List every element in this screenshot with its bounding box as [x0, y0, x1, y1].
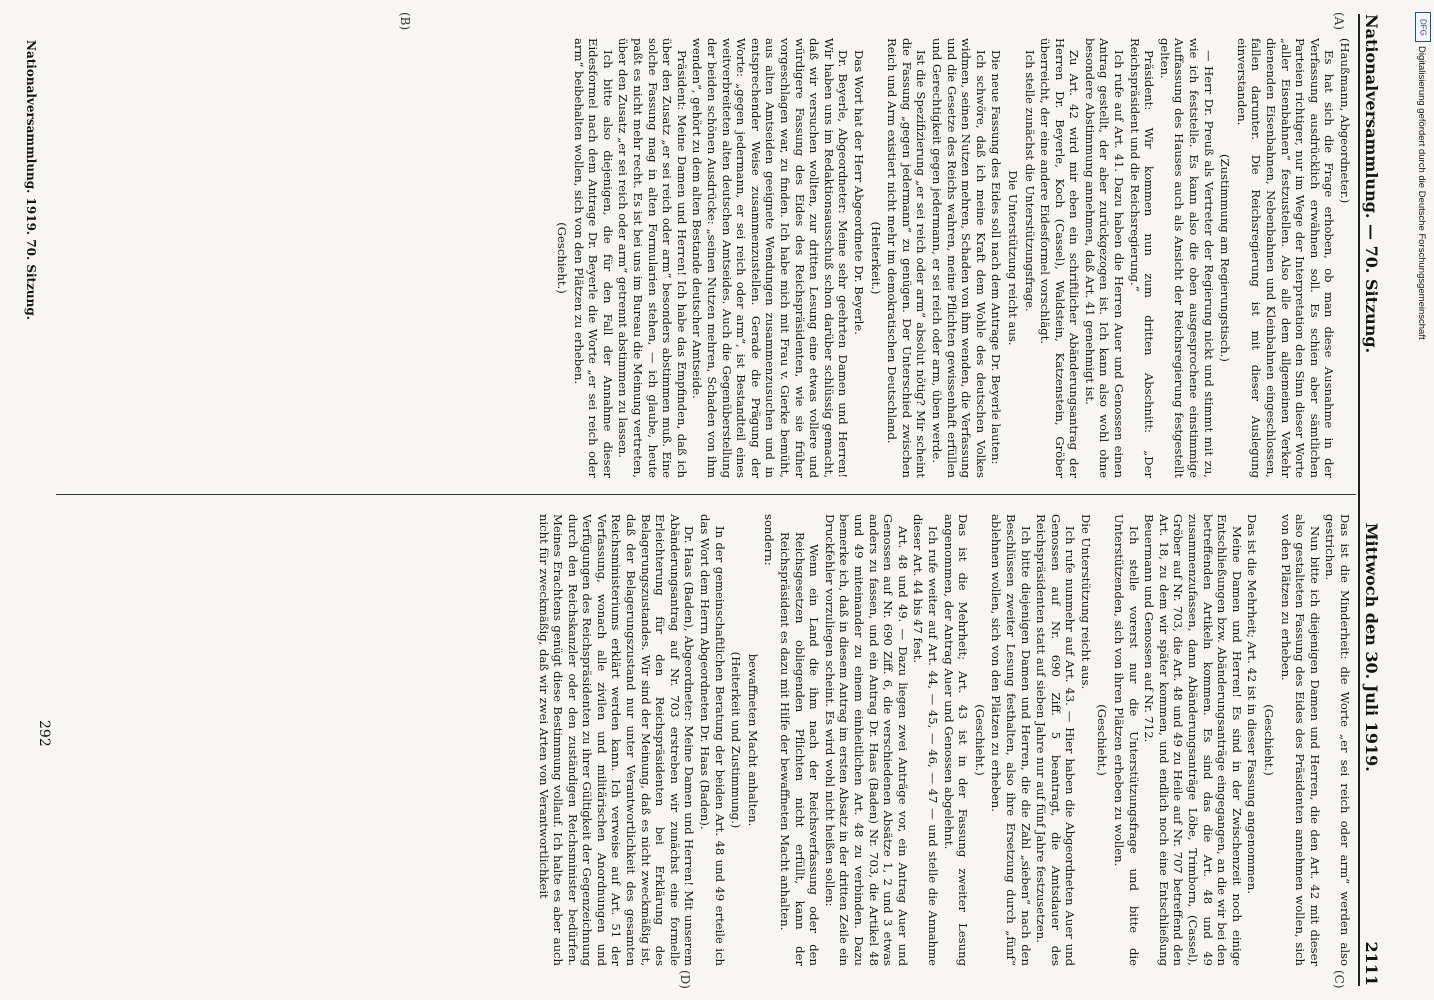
paragraph: Das Wort hat der Herr Abgeordnete Dr. Beyerle.	[852, 50, 866, 335]
quoted-text: Wenn ein Land die ihm nach der Reichsverfassung oder den Reichsgesetzen obliegenden Pflichten nicht erfüllt, kann der Reichspräsident es dazu mit Hilfe der bewaffneten Macht anhalten.	[778, 532, 822, 966]
interjection: Die Unterstützung reicht aus.	[1005, 170, 1020, 346]
paragraph: Ist die Spezifizierung „er sei reich oder arm“ absolut nötig? Mir scheint die Fassung „gegen jedermann“ zu genügen. Der Unterschied zwischen Reich und Arm existiert nicht mehr im demokratischen Deutschland.	[885, 38, 929, 478]
left-text-column	[62, 38, 1352, 478]
paragraph: Ich rufe nunmehr auf Art. 43. — Hier haben die Abgeordneten Auer und Genossen auf Nr. 690 Ziff. 5 beantragt, die Amtsdauer des Reichspräsidenten statt auf sieben Jahre nur auf fünf Jahre festzusetzen.	[1034, 514, 1078, 966]
paragraph: In der gemeinschaftlichen Beratung der beiden Art. 48 und 49 erteile ich das Wort dem Herrn Abgeordneten Dr. Haas (Baden).	[698, 514, 727, 966]
paragraph: Das ist die Minderheit: die Worte „er sei reich oder arm“ werden also gestrichen.	[1323, 514, 1352, 966]
paragraph: Die Unterstützung reicht aus.	[1078, 514, 1093, 690]
interjection: (Geschieht.)	[1095, 704, 1110, 776]
speaker-paragraph: Dr. Haas (Baden), Abgeordneter: Meine Damen und Herren! Mit unserem Abänderungsantrag auf Nr. 703 erstreben wir zunächst eine formelle Erleichterung für den Reichspräsidenten bei Erklärung des Belagerungszustandes. Wir sind der Meinung, daß es nicht zweckmäßig ist, daß der Belagerungszustand nur unter Verantwortlichkeit des gesamten Reichsministeriums erklärt werden kann. Ich verweise auf Art. 51 der Verfassung, wonach alle zivilen und militärischen Anordnungen und Verfügungen des Reichspräsidenten zu ihrer Gültigkeit der Gegenzeichnung durch den Reichskanzler oder den zuständigen Reichsminister bedürfen. Meines Erachtens genügt diese Bestimmung vollauf. Ich halte es aber auch nicht für zweckmäßig, daß wir zwei Arten von Verantwortlichkeit	[536, 514, 697, 966]
dfg-strip	[1414, 6, 1432, 996]
paragraph: Nun bitte ich diejenigen Damen und Herren, die den Art. 42 mit dieser also gestalteten Fassung des Eides des Präsidenten annehmen wollen, sich von den Plätzen zu erheben.	[1278, 514, 1322, 966]
paragraph: (Haußmann, Abgeordneter.)	[1338, 38, 1352, 204]
interjection: (Zustimmung am Regierungstisch.)	[1218, 154, 1233, 362]
speaker-paragraph: Dr. Beyerle, Abgeordneter: Meine sehr geehrten Damen und Herren! Wir haben uns im Redaktionsausschuß schon darüber schlüssig gemacht, daß wir versuchen wollten, zur dritten Lesung eine etwas vollere und würdigere Fassung des Eides des Reichspräsidenten, wie sie früher vorgeschlagen war, zu finden. Ich habe mich mit Frau v. Gierke bemüht, aus alten Amtseiden geeignete Wendungen zusammenzusuchen und in entsprechender Weise zusammenzustellen. Gerade die Prägung der Worte: „gegen jedermann, er sei reich oder arm“, ist Bestandteil eines weitverbreiteten alten deutschen Amtseides. Auch die Gegenüberstellung der beiden schönen Ausdrücke: „seinen Nutzen mehren, Schaden von ihm wenden“, gehört zu dem alten Bestande deutscher Amtseide.	[690, 38, 851, 478]
speaker-paragraph: Präsident: Wir kommen nun zum dritten Abschnitt: „Der Reichspräsident und die Reichsregierung.“	[1127, 38, 1157, 478]
paragraph: Ich bitte diejenigen Damen und Herren, die die Zahl „sieben“ nach den Beschlüssen zweiter Lesung festhalten, also ihre Ersetzung durch „fünf“ ablehnen wollen, sich von den Plätzen zu erheben.	[989, 514, 1033, 966]
margin-mark-d: (D)	[678, 970, 692, 989]
quoted-text: bewaffneten Macht anhalten.	[745, 653, 760, 827]
paragraph: Meine Damen und Herren! Es sind in der Zwischenzeit noch einige Entschließungen bzw. Abänderungsanträge eingegangen, an die wir bei den betreffenden Artikeln kommen. Es sind das die Art. 48 und 49 zusammenzufassen, dann Abänderungsanträge Löbe, Trimborn, (Cassel), Gröber auf Nr. 703, die Art. 48 und 49 zu Heile auf Nr. 707 betreffend den Art. 18, zu dem wir später kommen, und endlich noch eine Entschließung Beuermann und Genossen auf Nr. 712.	[1142, 514, 1244, 966]
paragraph: Ich rufe weiter auf Art. 44, — 45, — 46, — 47 — und stelle die Annahme dieser Art. 44 bis 47 fest.	[911, 514, 940, 966]
interjection: (Heiterkeit und Zustimmung.)	[729, 651, 744, 829]
header-center: Mittwoch den 30. Juli 1919.	[1362, 522, 1381, 772]
interjection: (Heiterkeit.)	[868, 221, 883, 295]
paragraph: Das ist die Mehrheit; Art. 42 ist in dieser Fassung angenommen.	[1245, 514, 1260, 895]
paragraph: Zu Art. 42 wird mir eben ein schriftlicher Abänderungsantrag der Herren Dr. Beyerle, Koch (Cassel), Waldstein, Katzenstein, Gröber überreicht, der eine andere Eidesformel vorschlägt.	[1038, 38, 1082, 478]
right-text-column	[62, 514, 1352, 966]
running-header	[1358, 14, 1394, 986]
paragraph: — Herr Dr. Preuß als Vertreter der Regierung nickt und stimmt mit zu, wie ich feststelle. Es kann also die oben ausgesprochene einstimmige Auffassung des Hauses auch als Ansicht der Reichsregierung festgestellt gelten.	[1157, 38, 1216, 478]
interjection: (Geschieht.)	[972, 704, 987, 776]
paragraph: Ich stelle zunächst die Unterstützungsfrage.	[1022, 50, 1037, 312]
paragraph: sondern:	[762, 514, 777, 566]
interjection: (Geschieht.)	[555, 222, 570, 294]
margin-mark-c: (C)	[1332, 970, 1346, 989]
paragraph: Ich rufe auf Art. 41. Dazu haben die Herren Auer und Genossen einen Antrag gestellt, der aber zurückgezogen ist. Ich kann also wohl ohne besondere Abstimmung annehmen, daß Art. 41 genehmigt ist.	[1082, 38, 1127, 478]
paragraph: Ich bitte also diejenigen, die für den Fall der Annahme dieser Eidesformel nach dem Antrage Dr. Beyerle die Worte „er sei reich oder arm“ beibehalten wollen, sich von den Plätzen zu erheben.	[571, 38, 615, 478]
paragraph: Art. 48 und 49. — Dazu liegen zwei Anträge vor, ein Antrag Auer und Genossen auf Nr. 690 Ziff. 6, die verschiedenen Absätze 1, 2 und 3 etwas anders zu fassen, und ein Antrag Dr. Haas (Baden) Nr. 703, die Artikel 48 und 49 miteinander zu einem einheitlichen Art. 48 zu verbinden. Dazu bemerke ich, daß in diesem Antrag im ersten Absatz in der dritten Zeile ein Druckfehler vorzuliegen scheint. Es wird wohl nicht heißen sollen:	[822, 514, 910, 966]
dfg-funding-note: Digitalisierung gefördert durch die Deutsche Forschungsgemeinschaft	[1416, 46, 1427, 340]
paragraph: Die neue Fassung des Eides soll nach dem Antrage Dr. Beyerle lauten:	[989, 50, 1004, 465]
footer-left: Nationalversammlung. 1919. 70. Sitzung.	[24, 40, 38, 320]
header-page-number: 2111	[1362, 941, 1381, 986]
paragraph: Ich stelle vorerst nur die Unterstützungsfrage und bitte die Unterstützenden, sich von ihren Plätzen erheben zu wollen.	[1112, 514, 1141, 966]
paragraph: Es hat sich die Frage erhoben, ob man diese Ausnahme in der Verfassung ausdrücklich erwähnen soll. Es schien aber sämtlichen Parteien richtiger, nur im Wege der Interpretation den Sinn dieser Worte „aller Eisenbahnen“ festzustellen. Also alle dem allgemeinen Verkehr dienenden Eisenbahnen, Nebenbahnen und Kleinbahnen eingeschlossen, fallen darunter. Die Reichsregierung ist mit dieser Auslegung einverstanden.	[1234, 38, 1337, 478]
margin-mark-b: (B)	[398, 12, 412, 31]
interjection: (Geschieht.)	[1262, 704, 1277, 776]
quoted-oath: Ich schwöre, daß ich meine Kraft dem Wohle des deutschen Volkes widmen, seinen Nutzen mehren, Schaden von ihm wenden, die Verfassung und die Gesetze des Reichs wahren, meine Pflichten gewissenhaft erfüllen und Gerechtigkeit gegen jedermann, er sei reich oder arm, üben werde.	[929, 38, 988, 478]
speaker-paragraph: Präsident: Meine Damen und Herren! Ich habe das Empfinden, daß ich über den Zusatz „er sei reich oder arm“ besonders abstimmen muß. Eine solche Fassung mag in alten Formularien stehen, — ich glaube, heute paßt es nicht mehr recht. Es ist bei uns im Bureau die Meinung vertreten, über den Zusatz „er sei reich oder arm“ getrennt abstimmen zu lassen.	[616, 38, 689, 478]
header-left: Nationalversammlung. — 70. Sitzung.	[1362, 14, 1381, 354]
paragraph: Das ist die Mehrheit; Art. 43 ist in der Fassung zweiter Lesung angenommen, der Antrag Auer und Genossen abgelehnt.	[941, 514, 971, 966]
footer-page-number: 292	[36, 720, 52, 747]
margin-mark-a: (A)	[1332, 12, 1346, 31]
column-separator	[56, 494, 1356, 495]
dfg-logo-icon: DFG	[1415, 12, 1431, 42]
